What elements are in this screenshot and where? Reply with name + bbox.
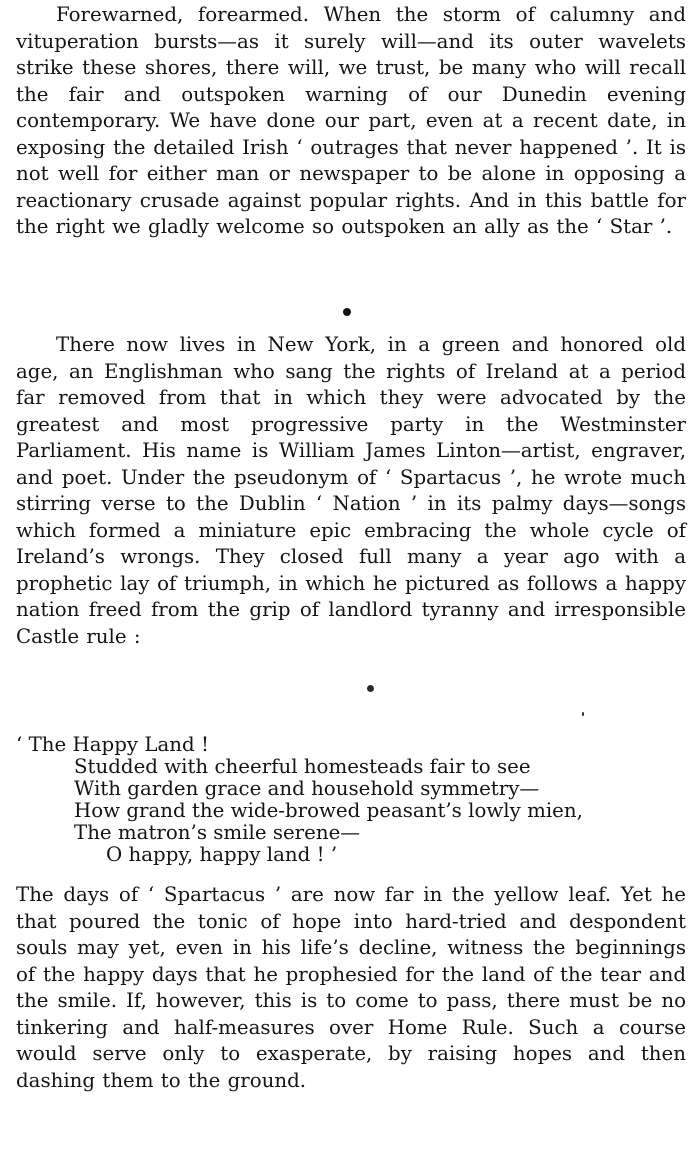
- poem-line: With garden grace and household symmetry—: [74, 777, 540, 800]
- poem-happy-land: [16, 734, 686, 866]
- poem-line: O happy, happy land ! ’: [106, 843, 338, 866]
- section-divider-dot: [343, 308, 351, 316]
- print-speck: [367, 685, 374, 692]
- paragraph-linton: There now lives in New York, in a green and honored old age, an Englishman who sang the rights of Ireland at a period far removed from that in which they were advocated by the greatest and most progressive party in the Westminster Parliament. His name is William James Linton—artist, engraver, and poet. Under the pseudonym of ‘ Spartacus ’, he wrote much stirring verse to the Dublin ‘ Nation ’ in its palmy days—songs which formed a miniature epic embracing the whole cycle of Ireland’s wrongs. They closed full many a year ago with a prophetic lay of triumph, in which he pictured as follows a happy nation freed from the grip of landlord tyranny and irresponsible Castle rule :: [16, 333, 686, 648]
- poem-line: How grand the wide-browed peasant’s lowly mien,: [74, 799, 583, 822]
- poem-line: ‘ The Happy Land !: [16, 733, 209, 756]
- print-speck: [582, 712, 584, 716]
- paragraph-spartacus-days: The days of ‘ Spartacus ’ are now far in the yellow leaf. Yet he that poured the tonic of hope into hard-tried and despondent souls may yet, even in his life’s decline, witness the beginnings of the happy days that he prophesied for the land of the tear and the smile. If, however, this is to come to pass, there must be no tinkering and half-measures over Home Rule. Such a course would serve only to exasperate, by raising hopes and then dashing them to the ground.: [16, 883, 686, 1092]
- poem-line: Studded with cheerful homesteads fair to see: [74, 755, 531, 778]
- poem-line: The matron’s smile serene—: [74, 821, 361, 844]
- paragraph-forewarned: Forewarned, forearmed. When the storm of calumny and vituperation bursts—as it surely will—and its outer wavelets strike these shores, there will, we trust, be many who will recall the fair and outspoken warning of our Dunedin evening contemporary. We have done our part, even at a recent date, in exposing the detailed Irish ‘ outrages that never happened ’. It is not well for either man or newspaper to be alone in opposing a reactionary crusade against popular rights. And in this battle for the right we gladly welcome so outspoken an ally as the ‘ Star ’.: [16, 3, 686, 238]
